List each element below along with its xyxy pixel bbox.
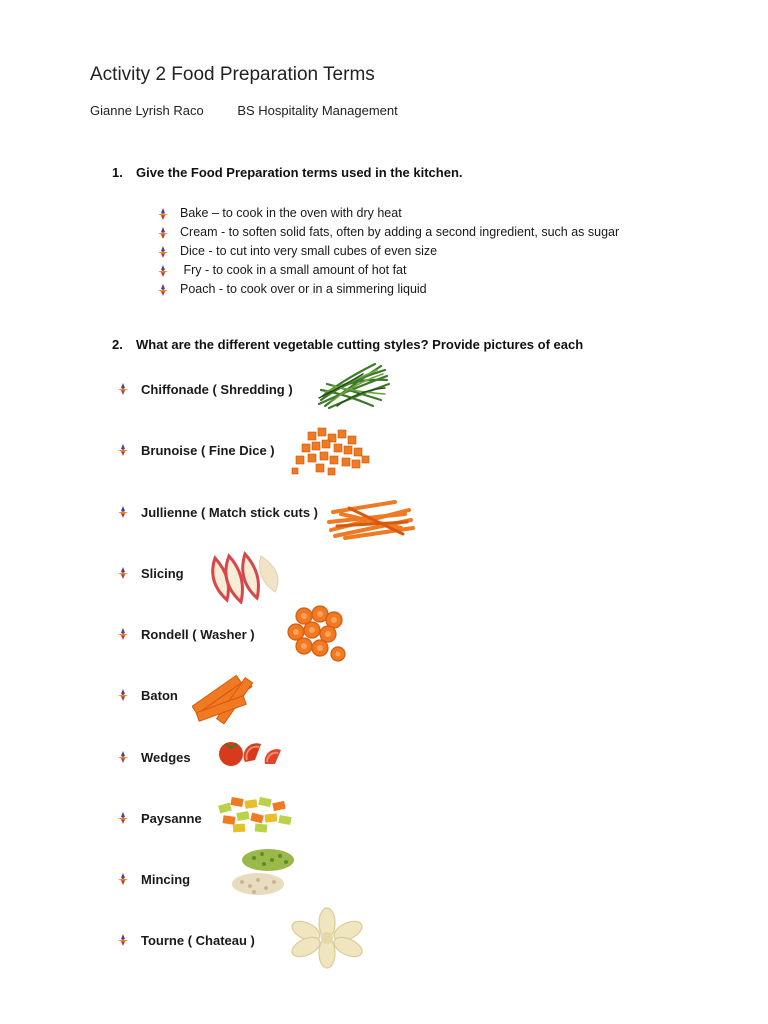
bullet-icon bbox=[118, 567, 128, 579]
cut-style-label: Mincing bbox=[141, 871, 191, 887]
terms-list bbox=[158, 204, 619, 299]
chiffonade-image bbox=[315, 360, 391, 412]
bullet-icon bbox=[118, 934, 128, 946]
cut-style-julienne bbox=[118, 502, 318, 522]
course-name: BS Hospitality Management bbox=[237, 103, 398, 118]
bullet-icon bbox=[158, 208, 168, 220]
cut-style-brunoise bbox=[118, 440, 275, 460]
bullet-icon bbox=[118, 873, 128, 885]
cut-style-label: Chiffonade ( Shredding ) bbox=[141, 381, 293, 397]
slicing-image bbox=[205, 548, 287, 604]
baton-image bbox=[192, 670, 262, 726]
bullet-icon bbox=[118, 444, 128, 456]
cut-style-label: Slicing bbox=[141, 565, 184, 581]
term-text: Fry - to cook in a small amount of hot fat bbox=[180, 263, 407, 277]
brunoise-image bbox=[288, 420, 378, 480]
term-item bbox=[158, 223, 619, 242]
cut-style-rondelle bbox=[118, 624, 255, 644]
paysanne-image bbox=[215, 790, 297, 836]
cut-style-label: Tourne ( Chateau ) bbox=[141, 932, 255, 948]
question-1-number: 1. bbox=[112, 165, 123, 180]
bullet-icon bbox=[118, 506, 128, 518]
question-1 bbox=[112, 165, 463, 180]
cut-style-chiffonade bbox=[118, 379, 293, 399]
cut-style-label: Jullienne ( Match stick cuts ) bbox=[141, 504, 318, 520]
mincing-image bbox=[228, 846, 298, 898]
author-name: Gianne Lyrish Raco bbox=[90, 103, 204, 118]
author-line bbox=[90, 103, 398, 118]
rondelle-image bbox=[284, 604, 350, 664]
bullet-icon bbox=[118, 628, 128, 640]
cut-style-slicing bbox=[118, 563, 184, 583]
bullet-icon bbox=[158, 227, 168, 239]
document-title: Activity 2 Food Preparation Terms bbox=[90, 64, 375, 85]
term-item bbox=[158, 242, 619, 261]
cut-style-label: Rondell ( Washer ) bbox=[141, 626, 255, 642]
term-item bbox=[158, 204, 619, 223]
tourne-image bbox=[282, 907, 372, 969]
bullet-icon bbox=[118, 689, 128, 701]
cut-style-wedges bbox=[118, 747, 191, 767]
wedges-image bbox=[215, 734, 285, 774]
cut-style-baton bbox=[118, 685, 178, 705]
question-2-number: 2. bbox=[112, 337, 123, 352]
term-item bbox=[158, 261, 619, 280]
cut-style-label: Brunoise ( Fine Dice ) bbox=[141, 442, 275, 458]
term-text: Bake – to cook in the oven with dry heat bbox=[180, 206, 402, 220]
bullet-icon bbox=[158, 284, 168, 296]
bullet-icon bbox=[158, 265, 168, 277]
question-2-text: What are the different vegetable cutting styles? Provide pictures of each bbox=[136, 337, 584, 352]
bullet-icon bbox=[158, 246, 168, 258]
term-item bbox=[158, 280, 619, 299]
cut-style-tourne bbox=[118, 930, 255, 950]
bullet-icon bbox=[118, 383, 128, 395]
bullet-icon bbox=[118, 751, 128, 763]
term-text: Dice - to cut into very small cubes of even size bbox=[180, 244, 438, 258]
cut-style-paysanne bbox=[118, 808, 202, 828]
bullet-icon bbox=[118, 812, 128, 824]
question-2 bbox=[112, 337, 583, 352]
cut-style-mincing bbox=[118, 869, 190, 889]
term-text: Cream - to soften solid fats, often by adding a second ingredient, such as sugar bbox=[180, 225, 620, 239]
question-1-text: Give the Food Preparation terms used in the kitchen. bbox=[136, 165, 463, 180]
term-text: Poach - to cook over or in a simmering liquid bbox=[180, 282, 427, 296]
cut-style-label: Wedges bbox=[141, 749, 191, 765]
cut-style-label: Baton bbox=[141, 687, 178, 703]
cut-style-label: Paysanne bbox=[141, 810, 202, 826]
julienne-image bbox=[325, 494, 417, 542]
